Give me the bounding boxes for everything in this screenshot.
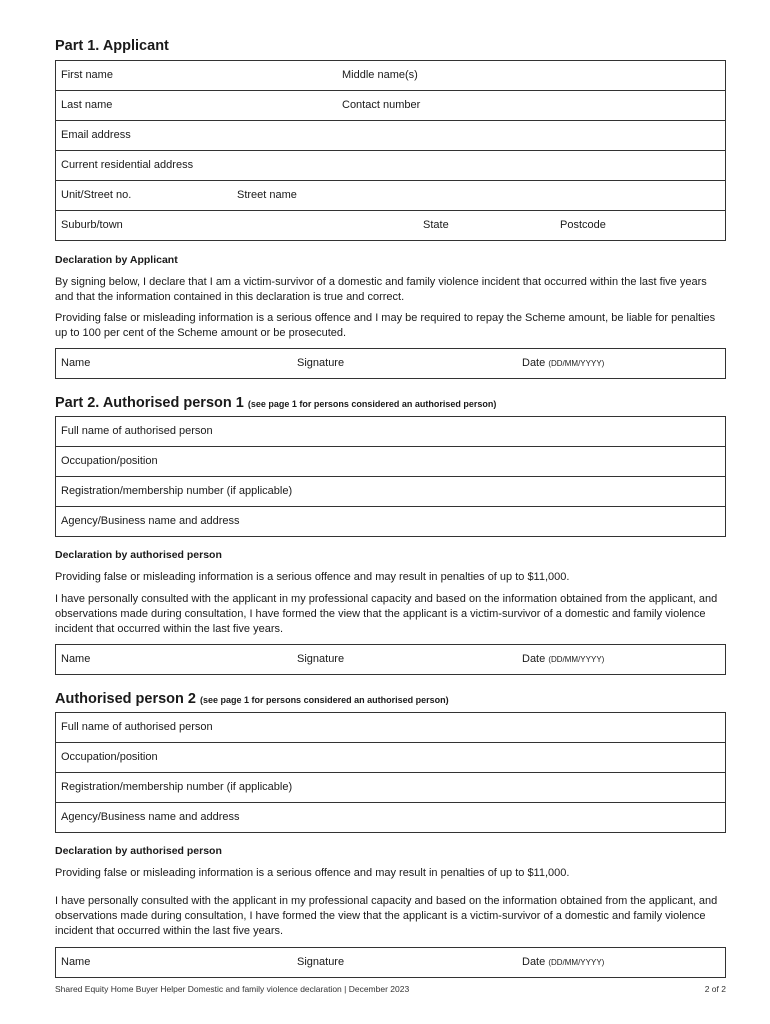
occupation-row xyxy=(56,742,725,772)
applicant-declaration-text-1: By signing below, I declare that I am a victim-survivor of a domestic and family violence incident that occurred within the last five years and that the information contained in this declaration is true and correct. xyxy=(55,276,707,303)
ap1-name-field[interactable]: Name xyxy=(61,653,91,665)
ap1-declaration-text-2: I have personally consulted with the applicant in my professional capacity and based on the information obtained from the applicant, and observations made during consultation, I have formed the view that the applicant is a victim-survivor of a domestic and family violence incident that occurred within the last five years. xyxy=(55,593,718,635)
ap2-name-field[interactable]: Name xyxy=(61,956,91,968)
part2-title-note: (see page 1 for persons considered an authorised person) xyxy=(247,399,497,409)
date-format-hint: (DD/MM/YYYY) xyxy=(548,655,605,664)
ap1-registration-field[interactable]: Registration/membership number (if applicable) xyxy=(61,485,293,497)
ap2-registration-field[interactable]: Registration/membership number (if applicable) xyxy=(61,781,293,793)
ap2-full-name-field[interactable]: Full name of authorised person xyxy=(61,721,213,733)
current-address-label: Current residential address xyxy=(61,159,194,171)
occupation-row xyxy=(56,446,725,476)
ap2-declaration-text-2: I have personally consulted with the applicant in my professional capacity and based on the information obtained from the applicant, and observations made during consultation, I have formed the view that the applicant is a victim-survivor of a domestic and family violence incident that occurred within the last five years. xyxy=(55,895,718,937)
part1-title: Part 1. Applicant xyxy=(55,38,169,54)
postcode-field[interactable]: Postcode xyxy=(560,219,606,231)
registration-row xyxy=(56,772,725,802)
first-name-field[interactable]: First name xyxy=(61,69,113,81)
part2-title xyxy=(55,395,496,411)
page-number: 2 of 2 xyxy=(704,984,726,994)
applicant-signature-table xyxy=(55,348,726,379)
ap2-declaration-title: Declaration by authorised person xyxy=(55,845,222,857)
applicant-declaration-title: Declaration by Applicant xyxy=(55,254,178,266)
date-label: Date xyxy=(522,956,546,968)
signature-row xyxy=(56,948,725,977)
ap2-agency-field[interactable]: Agency/Business name and address xyxy=(61,811,240,823)
middle-names-field[interactable]: Middle name(s) xyxy=(342,69,418,81)
ap1-signature-field[interactable]: Signature xyxy=(297,653,345,665)
ap1-agency-field[interactable]: Agency/Business name and address xyxy=(61,515,240,527)
ap1-date-field[interactable] xyxy=(522,653,604,665)
agency-row xyxy=(56,802,725,832)
ap1-declaration-title: Declaration by authorised person xyxy=(55,549,222,561)
unit-street-no-field[interactable]: Unit/Street no. xyxy=(61,189,132,201)
email-field[interactable]: Email address xyxy=(61,129,131,141)
ap2-signature-table xyxy=(55,947,726,978)
date-label: Date xyxy=(522,357,546,369)
last-name-field[interactable]: Last name xyxy=(61,99,113,111)
applicant-date-field[interactable] xyxy=(522,357,604,369)
part3-title-text: Authorised person 2 xyxy=(55,691,196,707)
ap1-occupation-field[interactable]: Occupation/position xyxy=(61,455,158,467)
date-format-hint: (DD/MM/YYYY) xyxy=(548,958,605,967)
ap2-date-field[interactable] xyxy=(522,956,604,968)
last-name-row xyxy=(56,90,725,120)
applicant-name-field[interactable]: Name xyxy=(61,357,91,369)
page-footer xyxy=(55,984,726,994)
full-name-row xyxy=(56,417,725,446)
ap2-declaration-text-1: Providing false or misleading information is a serious offence and may result in penalties of up to $11,000. xyxy=(55,867,570,879)
full-name-row xyxy=(56,713,725,742)
applicant-signature-field[interactable]: Signature xyxy=(297,357,345,369)
email-row xyxy=(56,120,725,150)
authorised-person-1-table xyxy=(55,416,726,537)
registration-row xyxy=(56,476,725,506)
state-field[interactable]: State xyxy=(423,219,449,231)
ap2-signature-field[interactable]: Signature xyxy=(297,956,345,968)
street-name-field[interactable]: Street name xyxy=(237,189,297,201)
part2-title-text: Part 2. Authorised person 1 xyxy=(55,395,244,411)
name-row xyxy=(56,61,725,90)
suburb-row xyxy=(56,210,725,240)
address-row xyxy=(56,150,725,180)
part3-title xyxy=(55,691,449,707)
ap1-declaration-text-1: Providing false or misleading information is a serious offence and may result in penalties of up to $11,000. xyxy=(55,571,570,583)
applicant-details-table xyxy=(55,60,726,241)
ap2-occupation-field[interactable]: Occupation/position xyxy=(61,751,158,763)
street-row xyxy=(56,180,725,210)
ap1-full-name-field[interactable]: Full name of authorised person xyxy=(61,425,213,437)
ap1-signature-table xyxy=(55,644,726,675)
part3-title-note: (see page 1 for persons considered an authorised person) xyxy=(200,695,449,705)
footer-text: Shared Equity Home Buyer Helper Domestic and family violence declaration | December 2023 xyxy=(55,984,410,994)
suburb-field[interactable]: Suburb/town xyxy=(61,219,123,231)
signature-row xyxy=(56,645,725,674)
date-format-hint: (DD/MM/YYYY) xyxy=(548,359,605,368)
date-label: Date xyxy=(522,653,546,665)
contact-number-field[interactable]: Contact number xyxy=(342,99,421,111)
agency-row xyxy=(56,506,725,536)
applicant-declaration-text-2: Providing false or misleading information is a serious offence and I may be required to repay the Scheme amount, be liable for penalties up to 100 per cent of the Scheme amount or be prosecuted. xyxy=(55,312,716,339)
authorised-person-2-table xyxy=(55,712,726,833)
signature-row xyxy=(56,349,725,378)
